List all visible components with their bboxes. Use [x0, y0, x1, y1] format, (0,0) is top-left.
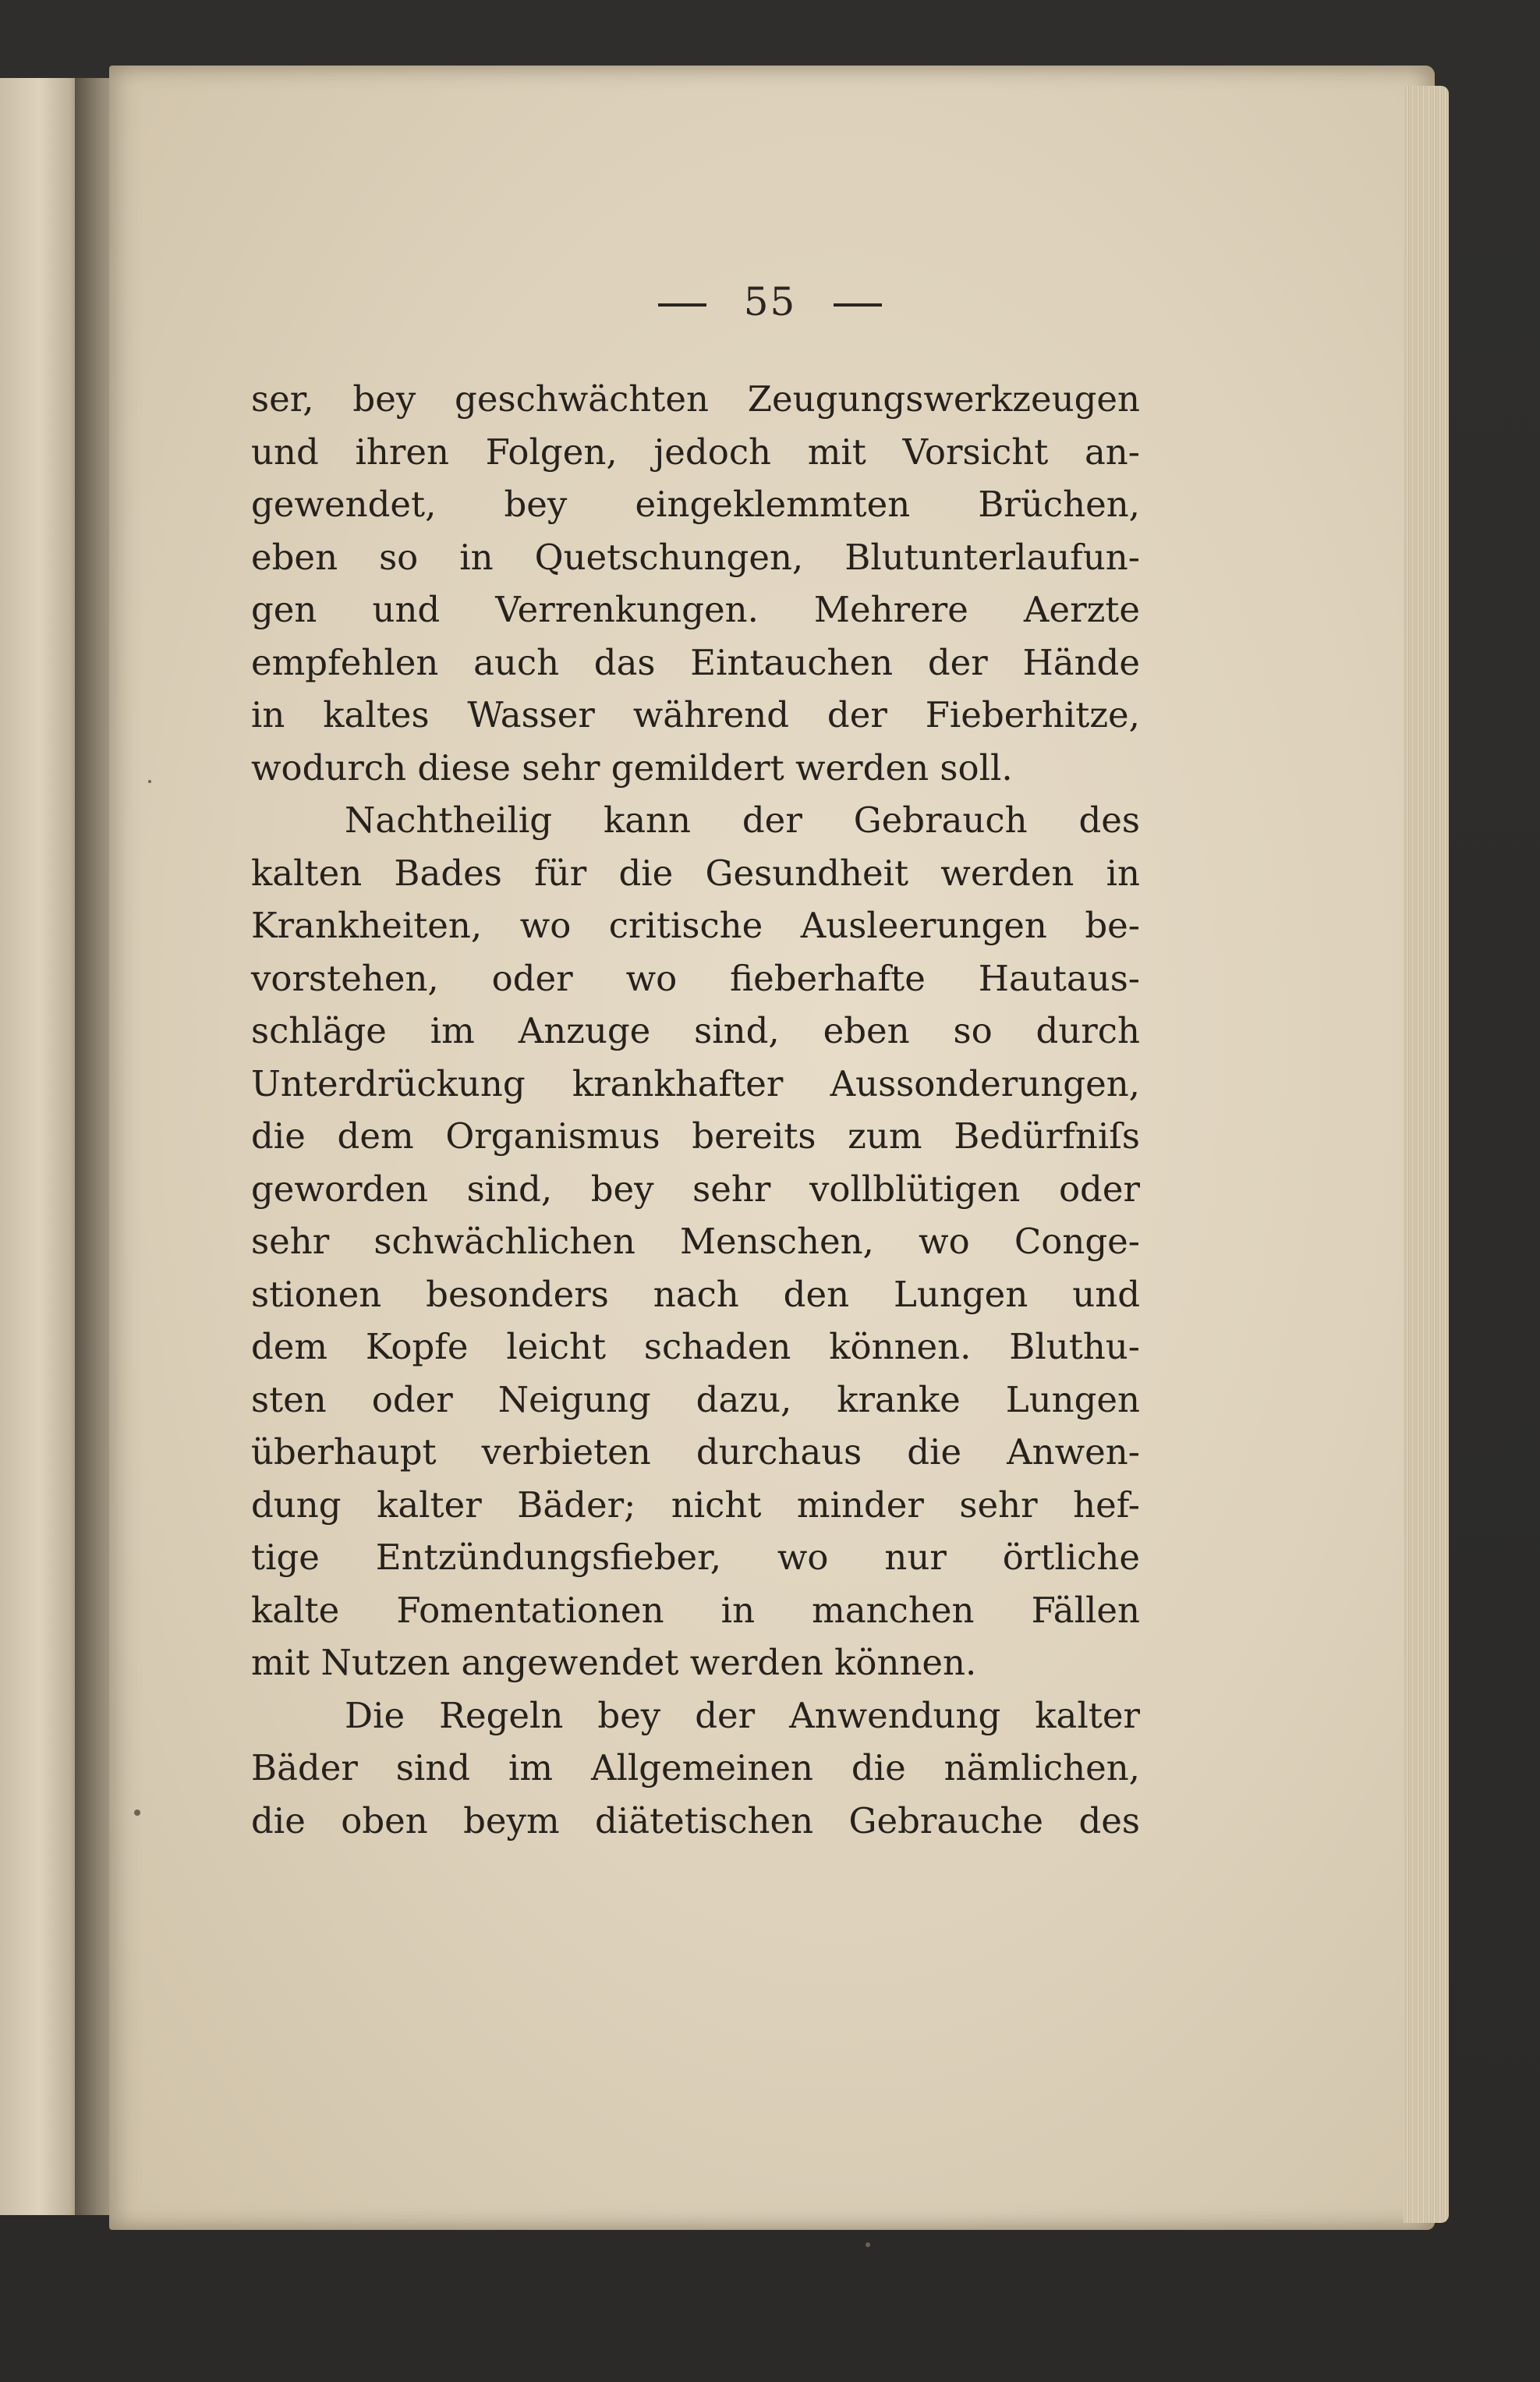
- text-line: die dem Organismus bereits zum Bedürfniſs: [251, 1115, 1140, 1157]
- text-line: überhaupt verbieten durchaus die Anwen-: [251, 1431, 1140, 1473]
- text-line: vorstehen, oder wo fieberhafte Hautaus-: [251, 957, 1140, 999]
- text-line: wodurch diese sehr gemildert werden soll.: [251, 746, 1013, 789]
- text-line: Nachtheilig kann der Gebrauch des: [345, 799, 1140, 841]
- text-line: kalten Bades für die Gesundheit werden in: [251, 852, 1140, 894]
- page-body-text: [251, 373, 1140, 1847]
- text-line: stionen besonders nach den Lungen und: [251, 1273, 1140, 1315]
- text-line: und ihren Folgen, jedoch mit Vorsicht an-: [251, 431, 1140, 473]
- text-line: Krankheiten, wo critische Ausleerungen be-: [251, 905, 1140, 946]
- page-header: [0, 279, 1540, 324]
- text-line: gen und Verrenkungen. Mehrere Aerzte: [251, 589, 1140, 630]
- text-line: geworden sind, bey sehr vollblütigen oder: [251, 1168, 1140, 1210]
- text-line: Unterdrückung krankhafter Aussonderungen,: [251, 1062, 1140, 1104]
- text-line: Die Regeln bey der Anwendung kalter: [345, 1694, 1140, 1736]
- text-line: tige Entzündungsfieber, wo nur örtliche: [251, 1537, 1140, 1578]
- paper-speck: [866, 2242, 870, 2247]
- text-line: gewendet, bey eingeklemmten Brüchen,: [251, 484, 1140, 525]
- header-dash-right: [834, 303, 882, 307]
- text-line: sten oder Neigung dazu, kranke Lungen: [251, 1378, 1140, 1420]
- text-line: schläge im Anzuge sind, eben so durch: [251, 1010, 1140, 1051]
- text-line: dem Kopfe leicht schaden können. Bluthu-: [251, 1326, 1140, 1367]
- text-line: ser, bey geschwächten Zeugungswerkzeugen: [251, 378, 1140, 420]
- text-line: mit Nutzen angewendet werden können.: [251, 1642, 977, 1683]
- text-line: sehr schwächlichen Menschen, wo Conge-: [251, 1221, 1140, 1262]
- header-dash-left: [658, 303, 706, 307]
- text-line: dung kalter Bäder; nicht minder sehr hef-: [251, 1483, 1140, 1526]
- paper-speck: [148, 780, 151, 783]
- page-number: 55: [743, 279, 797, 324]
- paper-speck: [134, 1810, 140, 1816]
- text-line: Bäder sind im Allgemeinen die nämlichen,: [251, 1747, 1140, 1788]
- text-line: empfehlen auch das Eintauchen der Hände: [251, 641, 1140, 683]
- text-line: kalte Fomentationen in manchen Fällen: [251, 1589, 1140, 1631]
- text-line: die oben beym diätetischen Gebrauche des: [251, 1799, 1140, 1841]
- text-line: in kaltes Wasser während der Fieberhitze,: [251, 694, 1140, 736]
- page-edges: [1404, 86, 1449, 2223]
- text-line: eben so in Quetschungen, Blutunterlaufun-: [251, 536, 1140, 578]
